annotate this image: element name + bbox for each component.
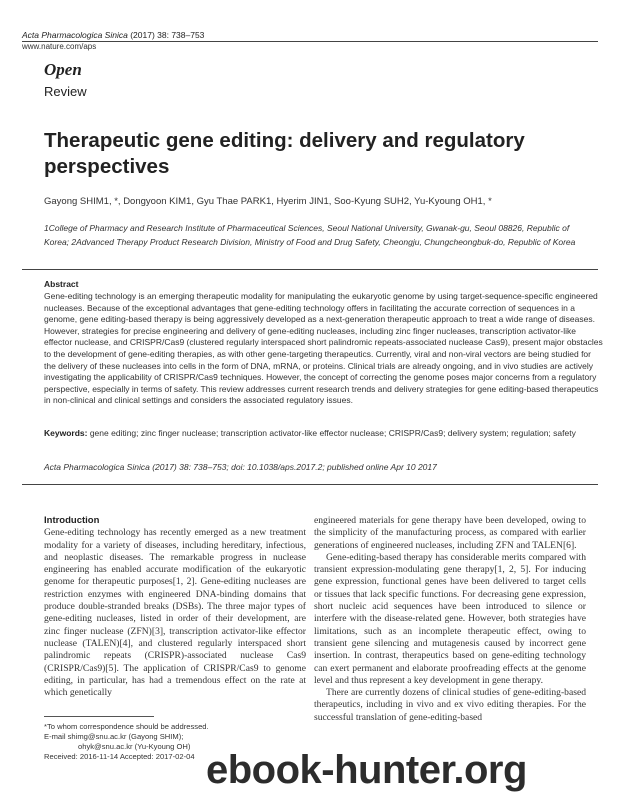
- article-type: Review: [44, 84, 87, 99]
- citation-line: Acta Pharmacologica Sinica (2017) 38: 738–753; doi: 10.1038/aps.2017.2; published online Apr 10 2017: [44, 462, 437, 472]
- author-list: Gayong SHIM1, *, Dongyoon KIM1, Gyu Thae PARK1, Hyerim JIN1, Soo-Kyung SUH2, Yu-Kyoung OH1, *: [44, 196, 492, 207]
- article-title: Therapeutic gene editing: delivery and regulatory perspectives: [44, 129, 525, 178]
- journal-header: [22, 30, 204, 40]
- affiliations: 1College of Pharmacy and Research Institute of Pharmaceutical Sciences, Seoul National University, Gwanak-gu, Seoul 08826, Republic of Korea; 2Advanced Therapy Product Research Division, Ministry of Food and Drug Safety, Cheongju, Chungcheongbuk-do, Republic of Korea: [44, 223, 576, 247]
- footnote-email-2[interactable]: ohyk@snu.ac.kr (Yu-Kyoung OH): [78, 742, 191, 751]
- intro-heading: Introduction: [44, 515, 100, 526]
- abstract-heading: Abstract: [44, 279, 79, 289]
- intro-paragraph-3: Gene-editing-based therapy has considerable merits compared with transient expression-modulating gene therapy[1, 2, 5]. For inducing gene expression, functional genes have been delivered to target cells or tissues that lack specific functions. For decreasing gene expression, short nucleic acid sequences have been introduced to silence or interfere with the disease-related gene. However, both strategies have limitations, such as an incomplete therapeutic effect, owing to transient gene silencing and mutagenesis caused by incorrect gene insertion. In contrast, therapeutics based on gene-editing technology can exert permanent and elaborate proofreading effects at the genome level and thus represent a key development in gene therapy.: [314, 551, 586, 686]
- keywords-label: Keywords:: [44, 428, 88, 438]
- footnote-divider: [44, 716, 154, 717]
- keywords: [44, 428, 604, 440]
- abstract-divider: [22, 269, 598, 270]
- intro-paragraph-2: engineered materials for gene therapy have been developed, owing to the simplicity of the manufacturing process, as compared with earlier generations of engineered nucleases, including ZFN and TALEN[6].: [314, 515, 586, 551]
- intro-paragraph-4: There are currently dozens of clinical studies of gene-editing-based therapeutics, including in vivo and ex vivo editing therapies. For the successful translation of gene-editing-based: [314, 687, 586, 723]
- body-divider: [22, 484, 598, 485]
- open-access-badge: Open: [44, 60, 82, 79]
- footnote-dates: Received: 2016-11-14 Accepted: 2017-02-04: [44, 752, 195, 761]
- left-column: [44, 515, 306, 699]
- watermark: ebook-hunter.org: [206, 748, 527, 792]
- header-divider: [22, 41, 598, 42]
- footnote-email[interactable]: E-mail shimg@snu.ac.kr (Gayong SHIM);: [44, 732, 184, 741]
- footnote-correspondence: *To whom correspondence should be addressed.: [44, 722, 209, 731]
- journal-name: Acta Pharmacologica Sinica: [22, 30, 128, 40]
- journal-site[interactable]: www.nature.com/aps: [22, 42, 97, 51]
- abstract-text: Gene-editing technology is an emerging therapeutic modality for manipulating the eukaryotic genome by using target-sequence-specific engineered nucleases. Because of the exceptional advantages that gene-editing technology offers in facilitating the accurate correction of sequences in a genome, gene editing-based therapy is being aggressively developed as a next-generation therapeutic approach to treat a wide range of diseases. However, strategies for precise engineering and delivery of gene-editing nucleases, including zinc finger nucleases, transcription activator-like effector nuclease, and CRISPR/Cas9 (clustered regularly interspaced short palindromic repeats-associated nuclease Cas9), present major obstacles to the development of gene-editing therapies, as with other gene-targeting therapeutics. Currently, viral and non-viral vectors are being studied for the delivery of these nucleases into cells in the form of DNA, mRNA, or proteins. Clinical trials are already ongoing, and in vivo studies are actively investigating the applicability of CRISPR/Cas9 techniques. However, the concept of correcting the genome poses major concerns from a regulatory perspective, especially in terms of safety. This review addresses current research trends and delivery strategies for gene editing-based therapeutics in non-clinical and clinical settings and considers the associated regulatory issues.: [44, 291, 603, 406]
- right-column: [314, 515, 586, 724]
- intro-paragraph: Gene-editing technology has recently emerged as a new treatment modality for a variety of diseases, including hereditary, infectious, and neoplastic diseases. The remarkable progress in nuclease engineering has enabled accurate modification of the eukaryotic genome for therapeutic purposes[1, 2]. Gene-editing nucleases are restriction enzymes with engineered DNA-binding domains that produce double-stranded breaks (DSBs). The three major types of gene-editing nucleases, listed in order of their development, are zinc finger nuclease (ZFN)[3], transcription activator-like effector nuclease (TALEN)[4], and clustered regularly interspaced short palindromic repeats (CRISPR)-associated nuclease Cas9 (CRISPR/Cas9)[5]. The application of CRISPR/Cas9 to genome editing, in particular, has had a tremendous effect on the rate at which genetically: [44, 527, 306, 699]
- keywords-list: gene editing; zinc finger nuclease; transcription activator-like effector nuclease; CRISPR/Cas9; delivery system; regulation; safety: [87, 428, 576, 438]
- journal-volume: (2017) 38: 738–753: [127, 30, 205, 40]
